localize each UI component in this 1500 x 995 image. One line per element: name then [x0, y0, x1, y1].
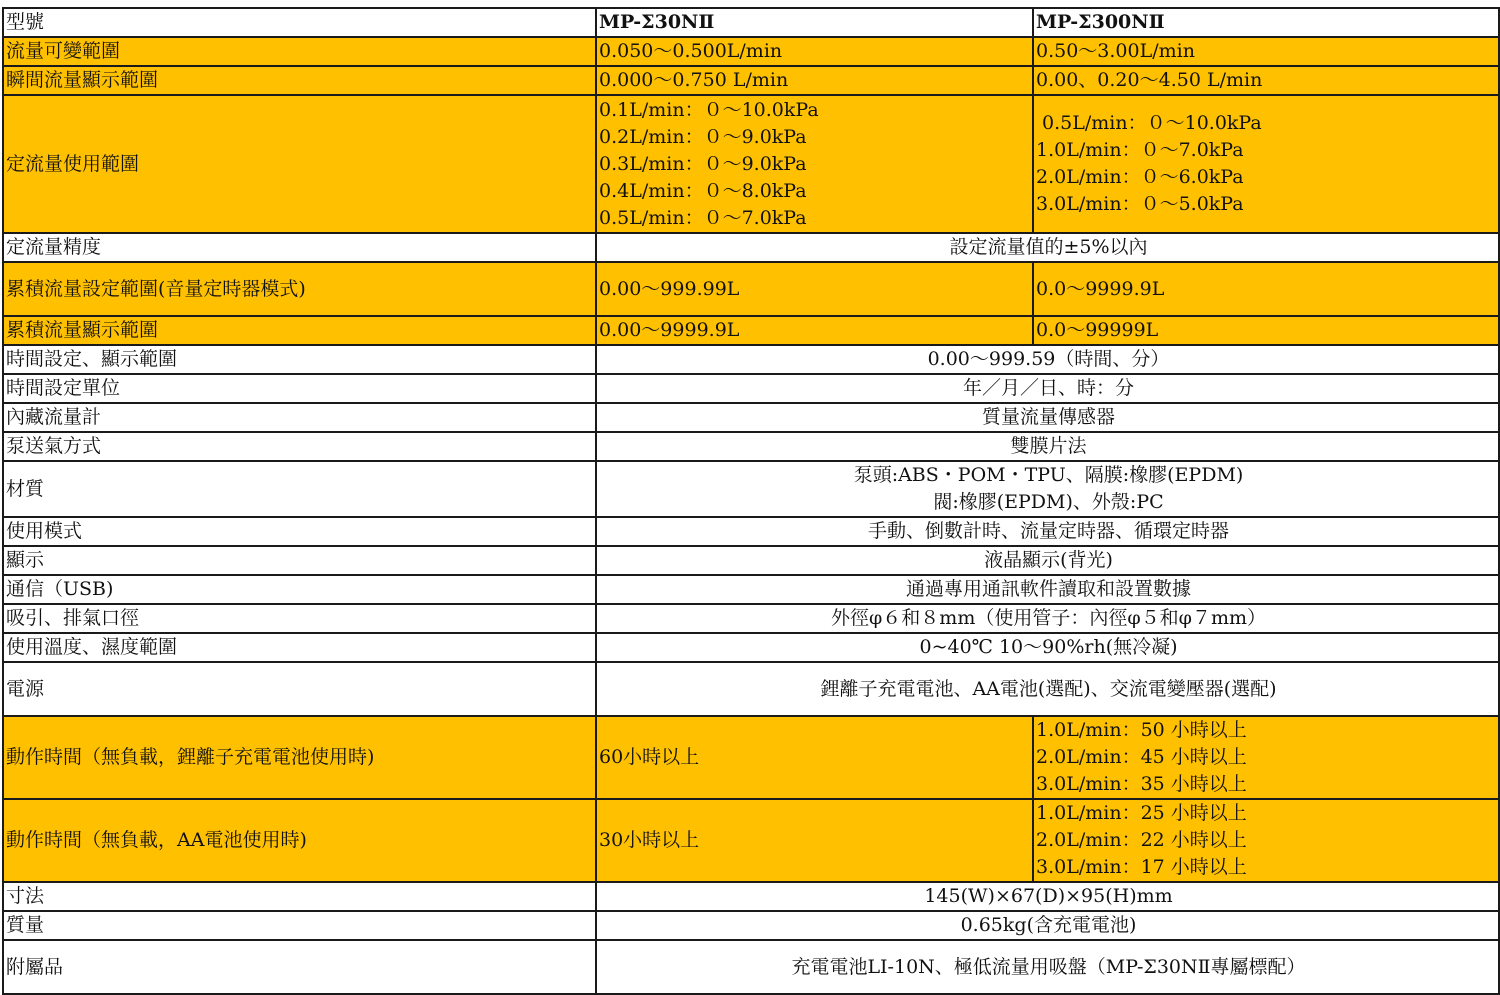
runtime-aa-b-line: 3.0L/min：17 小時以上: [1036, 856, 1247, 878]
runtime-li-b-line: 1.0L/min：50 小時以上: [1036, 719, 1247, 741]
runtime-li-a: 60小時以上: [596, 716, 1033, 799]
constant-range-b-line: 2.0L/min：０～6.0kPa: [1036, 166, 1244, 188]
row-flow-range: [3, 37, 1499, 66]
label-display: 顯示: [3, 546, 596, 575]
label-instant-display: 瞬間流量顯示範圍: [3, 66, 596, 95]
label-accuracy: 定流量精度: [3, 233, 596, 262]
row-runtime-li: [3, 716, 1499, 799]
model-a-name: MP-Σ30NⅡ: [596, 8, 1033, 37]
row-cumulative-display: [3, 316, 1499, 345]
label-pump-method: 泵送氣方式: [3, 432, 596, 461]
constant-range-a: [596, 95, 1033, 233]
label-mass: 質量: [3, 911, 596, 940]
env-value: 0~40℃ 10～90%rh(無冷凝): [596, 633, 1499, 662]
row-modes: [3, 517, 1499, 546]
constant-range-a-line: 0.2L/min：０～9.0kPa: [599, 125, 807, 148]
size-value: 145(W)×67(D)×95(H)mm: [596, 882, 1499, 911]
row-constant-range: [3, 95, 1499, 233]
flowmeter-value: 質量流量傳感器: [596, 403, 1499, 432]
model-b-name: MP-Σ300NⅡ: [1033, 8, 1499, 37]
label-model: 型號: [3, 8, 596, 37]
row-instant-display: [3, 66, 1499, 95]
row-cumulative-set: [3, 262, 1499, 316]
material-value: [596, 461, 1499, 517]
label-ports: 吸引、排氣口徑: [3, 604, 596, 633]
constant-range-a-line: 0.3L/min：０～9.0kPa: [599, 152, 807, 175]
row-flowmeter: [3, 403, 1499, 432]
row-time-unit: [3, 374, 1499, 403]
row-accuracy: [3, 233, 1499, 262]
display-value: 液晶顯示(背光): [596, 546, 1499, 575]
comm-value: 通過專用通訊軟件讀取和設置數據: [596, 575, 1499, 604]
label-comm: 通信（USB): [3, 575, 596, 604]
runtime-li-b: [1033, 716, 1499, 799]
material-line: 閥:橡膠(EPDM)、外殼:PC: [933, 491, 1164, 513]
label-runtime-aa: 動作時間（無負載，AA電池使用時): [3, 799, 596, 882]
row-material: [3, 461, 1499, 517]
row-mass: [3, 911, 1499, 940]
row-comm: [3, 575, 1499, 604]
spec-table: [2, 7, 1500, 995]
label-accessories: 附屬品: [3, 940, 596, 994]
runtime-li-b-line: 2.0L/min：45 小時以上: [1036, 746, 1247, 768]
label-material: 材質: [3, 461, 596, 517]
label-cumulative-set: 累積流量設定範圍(音量定時器模式): [3, 262, 596, 316]
runtime-aa-b-line: 1.0L/min：25 小時以上: [1036, 802, 1247, 824]
time-unit-value: 年／月／日、時：分: [596, 374, 1499, 403]
cumulative-display-a: 0.00～9999.9L: [596, 316, 1033, 345]
row-size: [3, 882, 1499, 911]
label-size: 寸法: [3, 882, 596, 911]
constant-range-a-line: 0.4L/min：０～8.0kPa: [599, 179, 807, 202]
row-power: [3, 662, 1499, 716]
row-runtime-aa: [3, 799, 1499, 882]
row-ports: [3, 604, 1499, 633]
accessories-value: 充電電池LI-10N、極低流量用吸盤（MP-Σ30NⅡ專屬標配）: [596, 940, 1499, 994]
label-time-unit: 時間設定單位: [3, 374, 596, 403]
label-modes: 使用模式: [3, 517, 596, 546]
modes-value: 手動、倒數計時、流量定時器、循環定時器: [596, 517, 1499, 546]
label-flowmeter: 內藏流量計: [3, 403, 596, 432]
runtime-aa-b-line: 2.0L/min：22 小時以上: [1036, 829, 1247, 851]
power-value: 鋰離子充電電池、AA電池(選配)、交流電變壓器(選配): [596, 662, 1499, 716]
runtime-aa-a: 30小時以上: [596, 799, 1033, 882]
constant-range-a-line: 0.5L/min：０～7.0kPa: [599, 206, 807, 229]
instant-display-a: 0.000～0.750 L/min: [596, 66, 1033, 95]
constant-range-b-line: 0.5L/min：０～10.0kPa: [1036, 112, 1262, 134]
cumulative-display-b: 0.0～99999L: [1033, 316, 1499, 345]
cumulative-set-b: 0.0～9999.9L: [1033, 262, 1499, 316]
row-time-range: [3, 345, 1499, 374]
row-model: [3, 8, 1499, 37]
runtime-li-b-line: 3.0L/min：35 小時以上: [1036, 773, 1247, 795]
material-line: 泵頭:ABS・POM・TPU、隔膜:橡膠(EPDM): [853, 464, 1244, 486]
label-cumulative-display: 累積流量顯示範圍: [3, 316, 596, 345]
constant-range-b-line: 3.0L/min：０～5.0kPa: [1036, 193, 1244, 215]
cumulative-set-a: 0.00～999.99L: [596, 262, 1033, 316]
flow-range-a: 0.050～0.500L/min: [596, 37, 1033, 66]
row-accessories: [3, 940, 1499, 994]
constant-range-b: [1033, 95, 1499, 233]
instant-display-b: 0.00、0.20～4.50 L/min: [1033, 66, 1499, 95]
accuracy-value: 設定流量值的±5%以內: [596, 233, 1499, 262]
label-runtime-li: 動作時間（無負載，鋰離子充電電池使用時): [3, 716, 596, 799]
runtime-aa-b: [1033, 799, 1499, 882]
row-display: [3, 546, 1499, 575]
label-env: 使用溫度、濕度範圍: [3, 633, 596, 662]
flow-range-b: 0.50～3.00L/min: [1033, 37, 1499, 66]
row-env: [3, 633, 1499, 662]
pump-method-value: 雙膜片法: [596, 432, 1499, 461]
ports-value: 外徑φ６和８mm（使用管子：內徑φ５和φ７mm）: [596, 604, 1499, 633]
label-constant-range: 定流量使用範圍: [3, 95, 596, 233]
label-power: 電源: [3, 662, 596, 716]
label-flow-range: 流量可變範圍: [3, 37, 596, 66]
constant-range-b-line: 1.0L/min：０～7.0kPa: [1036, 139, 1244, 161]
row-pump-method: [3, 432, 1499, 461]
mass-value: 0.65kg(含充電電池): [596, 911, 1499, 940]
time-range-value: 0.00～999.59（時間、分）: [596, 345, 1499, 374]
constant-range-a-line: 0.1L/min：０～10.0kPa: [599, 98, 819, 121]
label-time-range: 時間設定、顯示範圍: [3, 345, 596, 374]
